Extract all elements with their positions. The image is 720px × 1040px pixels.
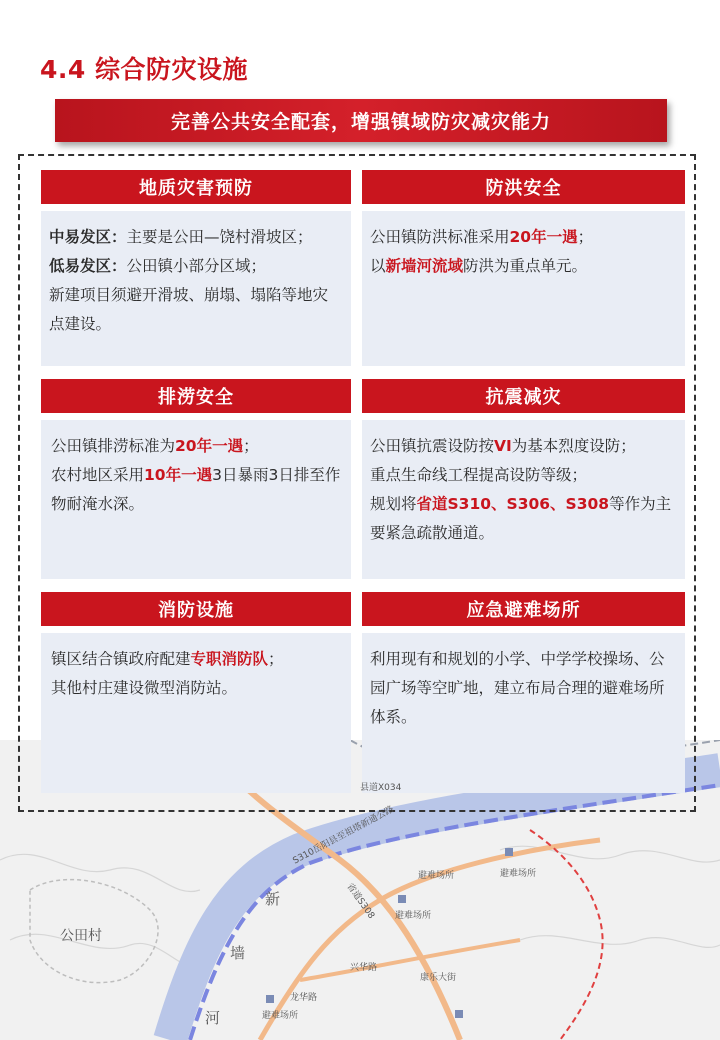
text-low-prone: 公田镇小部分区域； — [126, 257, 267, 275]
text: 为基本烈度设防； — [511, 437, 636, 455]
card-line — [51, 645, 343, 674]
card-body — [362, 211, 685, 366]
card-emergency-shelter — [362, 592, 685, 793]
text: 防洪为重点单元。 — [463, 257, 588, 275]
shelter-marker — [398, 895, 406, 903]
text: 公田镇防洪标准采用 — [370, 228, 510, 246]
card-line — [49, 252, 343, 281]
river-label-char: 新 — [265, 890, 281, 908]
card-title: 地质灾害预防 — [41, 170, 351, 204]
highlight: VI — [494, 437, 512, 455]
card-body — [362, 420, 685, 579]
card-line: 新建项目须避开滑坡、崩塌、塌陷等地灾点建设。 — [49, 286, 329, 333]
shelter-marker — [505, 848, 513, 856]
text-medium-prone: 主要是公田—饶村滑坡区； — [126, 228, 313, 246]
shelter-label: 避难场所 — [418, 871, 455, 881]
road — [300, 940, 520, 980]
highlight: 20年一遇 — [509, 228, 578, 246]
section-title: 4.4 综合防灾设施 — [40, 55, 248, 84]
village-label: 公田村 — [60, 928, 102, 944]
shelter-marker — [266, 995, 274, 1003]
river-label-char: 墙 — [230, 944, 246, 962]
text: 以 — [370, 257, 386, 275]
card-body — [41, 633, 351, 793]
shelter-label: 避难场所 — [262, 1011, 299, 1021]
label-low-prone: 低易发区： — [49, 257, 127, 275]
card-fire-facilities — [41, 592, 351, 793]
text: ； — [243, 437, 259, 455]
river-boundary — [190, 785, 720, 1040]
card-line — [370, 252, 677, 281]
text: 规划将 — [370, 495, 417, 513]
text: 3日暴雨3日排至作物耐淹水深。 — [51, 466, 341, 513]
label-medium-prone: 中易发区： — [49, 228, 127, 246]
planning-boundary — [530, 830, 603, 1040]
card-line — [51, 461, 343, 519]
card-body — [41, 211, 351, 366]
text: ； — [268, 650, 284, 668]
card-line: 其他村庄建设微型消防站。 — [51, 679, 238, 697]
shelter-label: 避难场所 — [395, 911, 432, 921]
card-drainage-safety — [41, 379, 351, 579]
text: 公田镇抗震设防按 — [370, 437, 495, 455]
card-title: 应急避难场所 — [362, 592, 685, 626]
card-body — [362, 633, 685, 793]
road-label: S310岳阳县至祖塔新通公路 — [291, 804, 396, 867]
text: 镇区结合镇政府配建 — [51, 650, 191, 668]
text: ； — [577, 228, 594, 246]
theme-banner: 完善公共安全配套，增强镇域防灾减灾能力 — [55, 99, 667, 142]
text: 公田镇排涝标准为 — [51, 437, 176, 455]
card-line — [49, 223, 343, 252]
road-label: 兴华路 — [350, 963, 378, 973]
card-title: 排涝安全 — [41, 379, 351, 413]
card-line: 利用现有和规划的小学、中学学校操场、公园广场等空旷地，建立布局合理的避难场所体系。 — [370, 650, 665, 726]
highlight: 10年一遇 — [144, 466, 213, 484]
river-label-char: 河 — [205, 1009, 221, 1027]
card-line — [370, 490, 677, 548]
card-geological-hazard — [41, 170, 351, 366]
card-title: 抗震减灾 — [362, 379, 685, 413]
card-line: 重点生命线工程提高设防等级； — [370, 466, 588, 484]
road-label: 康乐大街 — [420, 973, 457, 983]
card-title: 防洪安全 — [362, 170, 685, 204]
card-earthquake-mitigation — [362, 379, 685, 579]
card-line — [51, 432, 343, 461]
road-label: 县道X034 — [360, 783, 402, 793]
card-line — [370, 223, 677, 252]
card-flood-safety — [362, 170, 685, 366]
highlight: 专职消防队 — [190, 650, 269, 668]
road-label: 龙华路 — [290, 993, 318, 1003]
road-label: 省道S308 — [344, 881, 377, 921]
highlight: 新墙河流域 — [385, 257, 464, 275]
highlight: 20年一遇 — [175, 437, 244, 455]
highlight: 省道S310、S306、S308 — [416, 495, 610, 513]
text: 等作为主要紧急疏散通道。 — [370, 495, 672, 542]
text: 农村地区采用 — [51, 466, 145, 484]
card-line — [370, 432, 677, 461]
shelter-label: 避难场所 — [500, 869, 537, 879]
card-body — [41, 420, 351, 579]
shelter-marker — [455, 1010, 463, 1018]
card-title: 消防设施 — [41, 592, 351, 626]
